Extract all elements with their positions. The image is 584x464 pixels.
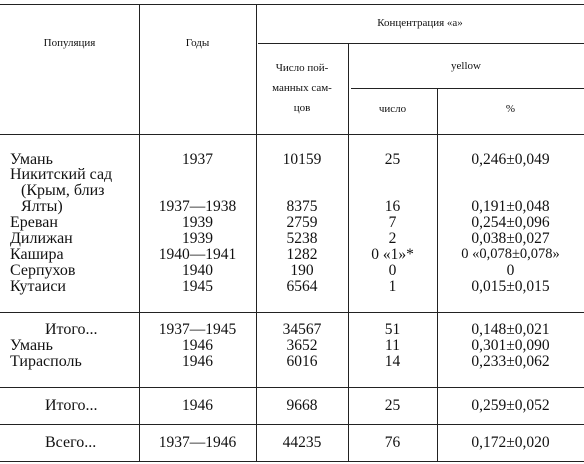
row-years: 1940 [182, 262, 213, 279]
header-percent: % [505, 103, 516, 115]
total-label: Всего... [45, 434, 97, 451]
total-males: 44235 [282, 434, 322, 451]
row-years: 1946 [182, 353, 213, 370]
table-top-rule [0, 4, 584, 5]
subtotal-years: 1937—1945 [158, 321, 237, 338]
row-population-line-1: Никитский сад [10, 166, 113, 183]
row-percent: 0,301±0,090 [471, 337, 550, 354]
row-years: 1946 [182, 337, 213, 354]
row-percent: 0,015±0,015 [471, 278, 550, 295]
subtotal-label: Итого... [45, 397, 98, 414]
row-count: 0 «1»* [371, 246, 414, 263]
row-count: 14 [384, 353, 401, 370]
row-count: 16 [384, 198, 401, 215]
row-population: Кашира [10, 246, 64, 263]
row-count: 11 [385, 337, 400, 354]
row-population: Умань [10, 337, 53, 354]
header-count: число [378, 103, 407, 115]
row-percent: 0,246±0,049 [471, 151, 550, 168]
header-caught-males-line-3: цов [293, 102, 311, 114]
subtotal-count: 51 [384, 321, 401, 338]
row-years: 1945 [182, 278, 213, 295]
row-males: 6016 [286, 353, 318, 370]
header-years: Годы [185, 37, 210, 49]
row-males: 3652 [286, 337, 318, 354]
row-males: 10159 [282, 151, 322, 168]
subtotal-count: 25 [384, 397, 401, 414]
row-males: 6564 [286, 278, 318, 295]
row-percent: 0,254±0,096 [471, 214, 550, 231]
total-count: 76 [384, 434, 401, 451]
row-years: 1937—1938 [158, 198, 237, 215]
yellow-underline [351, 88, 584, 89]
row-years: 1939 [182, 230, 213, 247]
row-population: Серпухов [10, 262, 76, 279]
subtotal-percent: 0,259±0,052 [471, 397, 550, 414]
row-males: 190 [290, 262, 314, 279]
row-count: 1 [388, 278, 397, 295]
concentration-underline [258, 43, 584, 44]
row-males: 5238 [286, 230, 318, 247]
row-count: 0 [388, 262, 397, 279]
total-percent: 0,172±0,020 [471, 434, 550, 451]
header-bottom-rule [0, 134, 584, 135]
header-population: Популяция [43, 37, 96, 49]
header-concentration: Концентрация «а» [377, 17, 463, 29]
row-count: 25 [384, 151, 401, 168]
row-count: 7 [388, 214, 397, 231]
row-count: 2 [388, 230, 397, 247]
group1-bottom-rule [0, 312, 584, 313]
subtotal-males: 9668 [286, 397, 318, 414]
row-males: 8375 [286, 198, 318, 215]
row-males: 2759 [286, 214, 318, 231]
header-yellow: yellow [451, 60, 481, 72]
row-percent: 0,233±0,062 [471, 353, 550, 370]
header-caught-males-line-2: манных сам- [272, 82, 332, 94]
row-population: Умань [10, 151, 53, 168]
subtotal-percent: 0,148±0,021 [471, 321, 550, 338]
row-years: 1937 [182, 151, 213, 168]
subtotal-label: Итого... [45, 321, 98, 338]
row-years: 1939 [182, 214, 213, 231]
row-males: 1282 [286, 246, 318, 263]
row-population-line-3: Ялты) [21, 198, 63, 215]
row-population: Тирасполь [10, 353, 82, 370]
group2-bottom-rule [0, 387, 584, 388]
subtotal-males: 34567 [282, 321, 322, 338]
row-percent: 0,191±0,048 [471, 198, 550, 215]
row-percent: 0 «0,078±0,078» [461, 246, 560, 262]
subtotal-years: 1946 [182, 397, 213, 414]
row-population: Дилижан [10, 230, 73, 247]
table-bottom-rule [0, 461, 584, 462]
header-caught-males-line-1: Число пой- [275, 62, 329, 74]
row-population: Ереван [10, 214, 58, 231]
row-percent: 0 [506, 262, 515, 279]
total-years: 1937—1946 [158, 434, 237, 451]
row-years: 1940—1941 [158, 246, 237, 263]
header-caught-males [256, 58, 348, 118]
row-percent: 0,038±0,027 [471, 230, 550, 247]
row-population-line-2: (Крым, близ [21, 182, 105, 199]
row-population: Кутаиси [10, 278, 66, 295]
subtotal2-bottom-rule [0, 424, 584, 425]
